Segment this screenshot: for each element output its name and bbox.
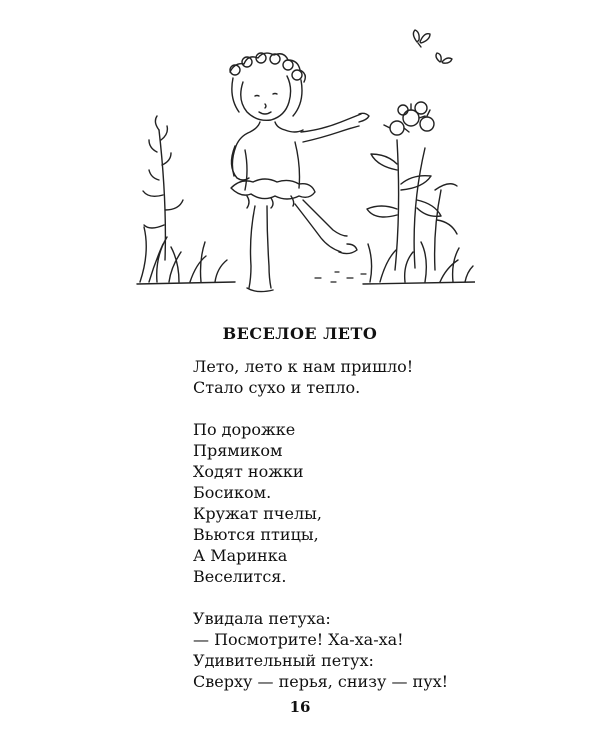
poem-line: По дорожке bbox=[193, 420, 296, 439]
poem-line: Стало сухо и тепло. bbox=[193, 378, 361, 397]
grass-icon bbox=[137, 227, 235, 284]
poem-line: Прямиком bbox=[193, 441, 283, 460]
poem-line: Лето, лето к нам пришло! bbox=[193, 357, 414, 376]
footprints-icon bbox=[315, 272, 366, 282]
poem-line: Босиком. bbox=[193, 483, 272, 502]
poem-line: Веселится. bbox=[193, 567, 287, 586]
poem-line: Увидала петуха: bbox=[193, 609, 331, 628]
page-number: 16 bbox=[289, 698, 311, 716]
grass-icon bbox=[363, 242, 475, 284]
poem-line: Сверху — перья, снизу — пух! bbox=[193, 672, 449, 691]
stanza-3 bbox=[193, 608, 448, 692]
poem-line: — Посмотрите! Ха-ха-ха! bbox=[193, 630, 404, 649]
girl-figure-icon bbox=[230, 53, 369, 292]
poem-body bbox=[193, 356, 448, 692]
flower-bush-icon bbox=[367, 102, 457, 270]
stanza-1 bbox=[193, 356, 448, 398]
butterfly-icon bbox=[413, 30, 430, 47]
girl-dancing-illustration bbox=[135, 20, 475, 310]
poem-line: Ходят ножки bbox=[193, 462, 304, 481]
poem-line: Удивительный петух: bbox=[193, 651, 374, 670]
poem-line: Вьются птицы, bbox=[193, 525, 319, 544]
flower-stalk-icon bbox=[143, 116, 183, 260]
butterfly-icon bbox=[436, 53, 452, 63]
poem-title: ВЕСЕЛОЕ ЛЕТО bbox=[222, 324, 378, 343]
poem-line: А Маринка bbox=[193, 546, 288, 565]
poem-line: Кружат пчелы, bbox=[193, 504, 322, 523]
stanza-2 bbox=[193, 419, 448, 587]
